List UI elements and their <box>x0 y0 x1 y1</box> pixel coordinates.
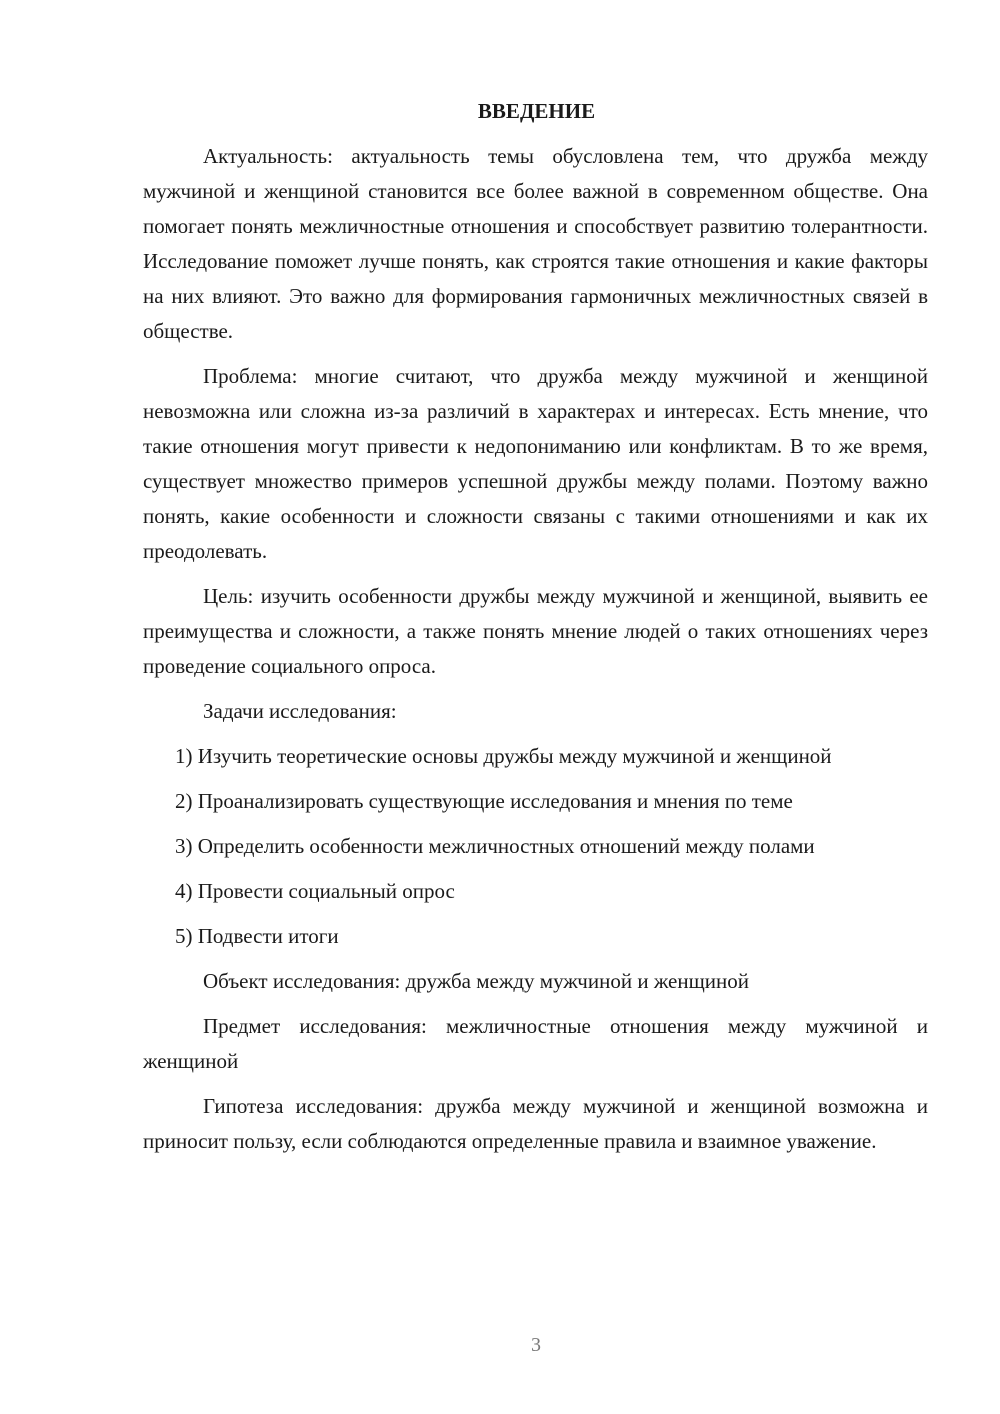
hypothesis-paragraph: Гипотеза исследования: дружба между мужчиной и женщиной возможна и приносит пользу, если соблюдаются определенные правила и взаимное уважение. <box>143 1094 928 1153</box>
page-number: 3 <box>531 1334 541 1356</box>
problem-paragraph: Проблема: многие считают, что дружба между мужчиной и женщиной невозможна или сложна из-за различий в характерах и интересах. Есть мнение, что такие отношения могут привести к недопониманию или конфликтам. В то же время, существует множество примеров успешной дружбы между полами. Поэтому важно понять, какие особенности и сложности связаны с такими отношениями и как их преодолевать. <box>143 364 928 563</box>
tasks-heading: Задачи исследования: <box>203 699 397 723</box>
task-item-1: 1) Изучить теоретические основы дружбы между мужчиной и женщиной <box>175 744 832 768</box>
section-title: ВВЕДЕНИЕ <box>477 99 596 123</box>
task-item-4: 4) Провести социальный опрос <box>175 879 455 903</box>
object-paragraph: Объект исследования: дружба между мужчиной и женщиной <box>203 969 749 993</box>
goal-paragraph: Цель: изучить особенности дружбы между мужчиной и женщиной, выявить ее преимущества и сложности, а также понять мнение людей о таких отношениях через проведение социального опроса. <box>143 584 928 678</box>
task-item-5: 5) Подвести итоги <box>175 924 339 948</box>
subject-paragraph: Предмет исследования: межличностные отношения между мужчиной и женщиной <box>143 1014 928 1073</box>
task-item-2: 2) Проанализировать существующие исследования и мнения по теме <box>175 789 793 813</box>
document-page <box>143 94 928 1159</box>
relevance-paragraph: Актуальность: актуальность темы обусловлена тем, что дружба между мужчиной и женщиной становится все более важной в современном обществе. Она помогает понять межличностные отношения и способствует развитию толерантности. Исследование поможет лучше понять, как строятся такие отношения и какие факторы на них влияют. Это важно для формирования гармоничных межличностных связей в обществе. <box>143 144 928 343</box>
task-item-3: 3) Определить особенности межличностных отношений между полами <box>175 834 815 858</box>
